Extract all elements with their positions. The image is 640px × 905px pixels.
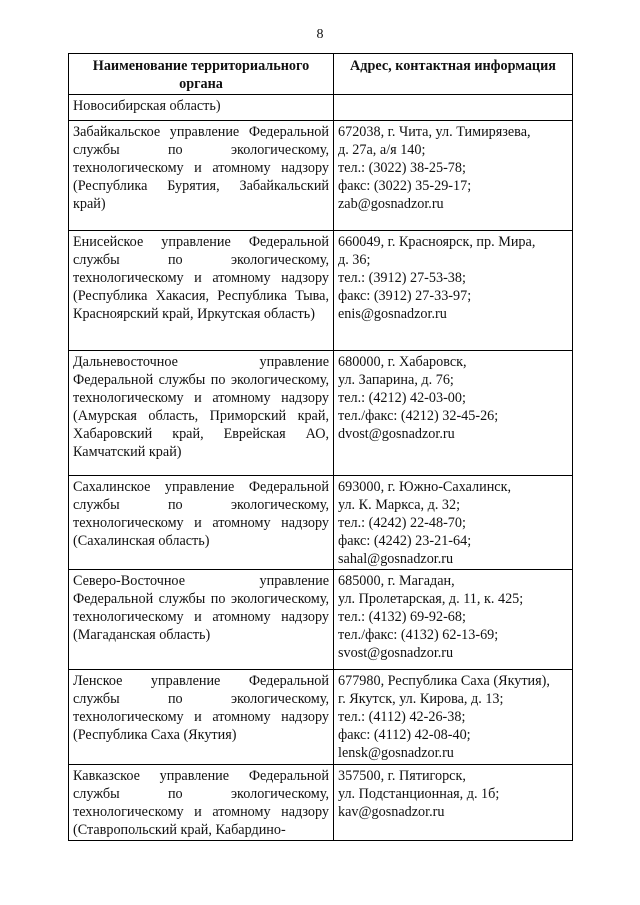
address-line: тел./факс: (4132) 62-13-69; bbox=[338, 627, 499, 643]
address-line: ул. Пролетарская, д. 11, к. 425; bbox=[338, 591, 524, 607]
territorial-bodies-table bbox=[68, 53, 573, 841]
address-line: тел.: (3912) 27-53-38; bbox=[338, 270, 466, 286]
table-row bbox=[69, 765, 573, 841]
table-row bbox=[69, 351, 573, 476]
address-cell bbox=[334, 95, 573, 121]
table-row bbox=[69, 121, 573, 231]
email-link[interactable]: zab@gosnadzor.ru bbox=[338, 196, 444, 212]
org-name-cell: Забайкальское управление Федеральной службы по экологическому, технологическому и атомному надзору (Республика Бурятия, Забайкальский край) bbox=[69, 121, 334, 231]
address-cell bbox=[334, 231, 573, 351]
address-line: факс: (4242) 23-21-64; bbox=[338, 533, 472, 549]
address-cell bbox=[334, 351, 573, 476]
address-line: ул. Подстанционная, д. 1б; bbox=[338, 786, 500, 802]
org-name-cell: Новосибирская область) bbox=[69, 95, 334, 121]
address-line: факс: (3022) 35-29-17; bbox=[338, 178, 472, 194]
org-name-cell: Енисейское управление Федеральной службы по экологическому, технологическому и атомному надзору (Республика Хакасия, Республика Тыва, Красноярский край, Иркутская область) bbox=[69, 231, 334, 351]
address-cell bbox=[334, 670, 573, 765]
address-line: 685000, г. Магадан, bbox=[338, 573, 455, 589]
org-name-cell: Дальневосточное управление Федеральной службы по экологическому, технологическому и атомному надзору (Амурская область, Приморский край, Хабаровский край, Еврейская АО, Камчатский край) bbox=[69, 351, 334, 476]
email-link[interactable]: lensk@gosnadzor.ru bbox=[338, 745, 454, 761]
address-cell bbox=[334, 570, 573, 670]
org-name-cell: Сахалинское управление Федеральной службы по экологическому, технологическому и атомному надзору (Сахалинская область) bbox=[69, 476, 334, 570]
header-name: Наименование территориального органа bbox=[69, 54, 334, 95]
org-name-cell: Ленское управление Федеральной службы по экологическому, технологическому и атомному надзору (Республика Саха (Якутия) bbox=[69, 670, 334, 765]
table-row bbox=[69, 570, 573, 670]
address-line: тел.: (3022) 38-25-78; bbox=[338, 160, 466, 176]
address-line: д. 27а, а/я 140; bbox=[338, 142, 426, 158]
address-line: 672038, г. Чита, ул. Тимирязева, bbox=[338, 124, 531, 140]
table-row bbox=[69, 476, 573, 570]
address-line: 357500, г. Пятигорск, bbox=[338, 768, 466, 784]
address-line: тел.: (4112) 42-26-38; bbox=[338, 709, 466, 725]
address-line: тел.: (4242) 22-48-70; bbox=[338, 515, 466, 531]
address-line: тел.: (4132) 69-92-68; bbox=[338, 609, 466, 625]
table-row bbox=[69, 231, 573, 351]
email-link[interactable]: dvost@gosnadzor.ru bbox=[338, 426, 455, 442]
address-cell bbox=[334, 476, 573, 570]
address-line: факс: (4112) 42-08-40; bbox=[338, 727, 471, 743]
address-line: ул. К. Маркса, д. 32; bbox=[338, 497, 461, 513]
address-line: тел./факс: (4212) 32-45-26; bbox=[338, 408, 499, 424]
table-header-row bbox=[69, 54, 573, 95]
org-name-cell: Северо-Восточное управление Федеральной службы по экологическому, технологическому и атомному надзору (Магаданская область) bbox=[69, 570, 334, 670]
page-number: 8 bbox=[316, 27, 324, 42]
address-line: факс: (3912) 27-33-97; bbox=[338, 288, 472, 304]
org-name-cell: Кавказское управление Федеральной службы по экологическому, технологическому и атомному надзору (Ставропольский край, Кабардино- bbox=[69, 765, 334, 841]
address-cell bbox=[334, 121, 573, 231]
email-link[interactable]: kav@gosnadzor.ru bbox=[338, 804, 445, 820]
address-line: д. 36; bbox=[338, 252, 371, 268]
address-line: 680000, г. Хабаровск, bbox=[338, 354, 467, 370]
address-line: 693000, г. Южно-Сахалинск, bbox=[338, 479, 512, 495]
address-line: 660049, г. Красноярск, пр. Мира, bbox=[338, 234, 536, 250]
address-line: г. Якутск, ул. Кирова, д. 13; bbox=[338, 691, 504, 707]
address-line: ул. Запарина, д. 76; bbox=[338, 372, 454, 388]
email-link[interactable]: sahal@gosnadzor.ru bbox=[338, 551, 454, 567]
address-cell bbox=[334, 765, 573, 841]
address-line: тел.: (4212) 42-03-00; bbox=[338, 390, 466, 406]
table-row bbox=[69, 670, 573, 765]
address-line: 677980, Республика Саха (Якутия), bbox=[338, 673, 550, 689]
email-link[interactable]: svost@gosnadzor.ru bbox=[338, 645, 454, 661]
email-link[interactable]: enis@gosnadzor.ru bbox=[338, 306, 447, 322]
table-row bbox=[69, 95, 573, 121]
header-address: Адрес, контактная информация bbox=[334, 54, 573, 95]
